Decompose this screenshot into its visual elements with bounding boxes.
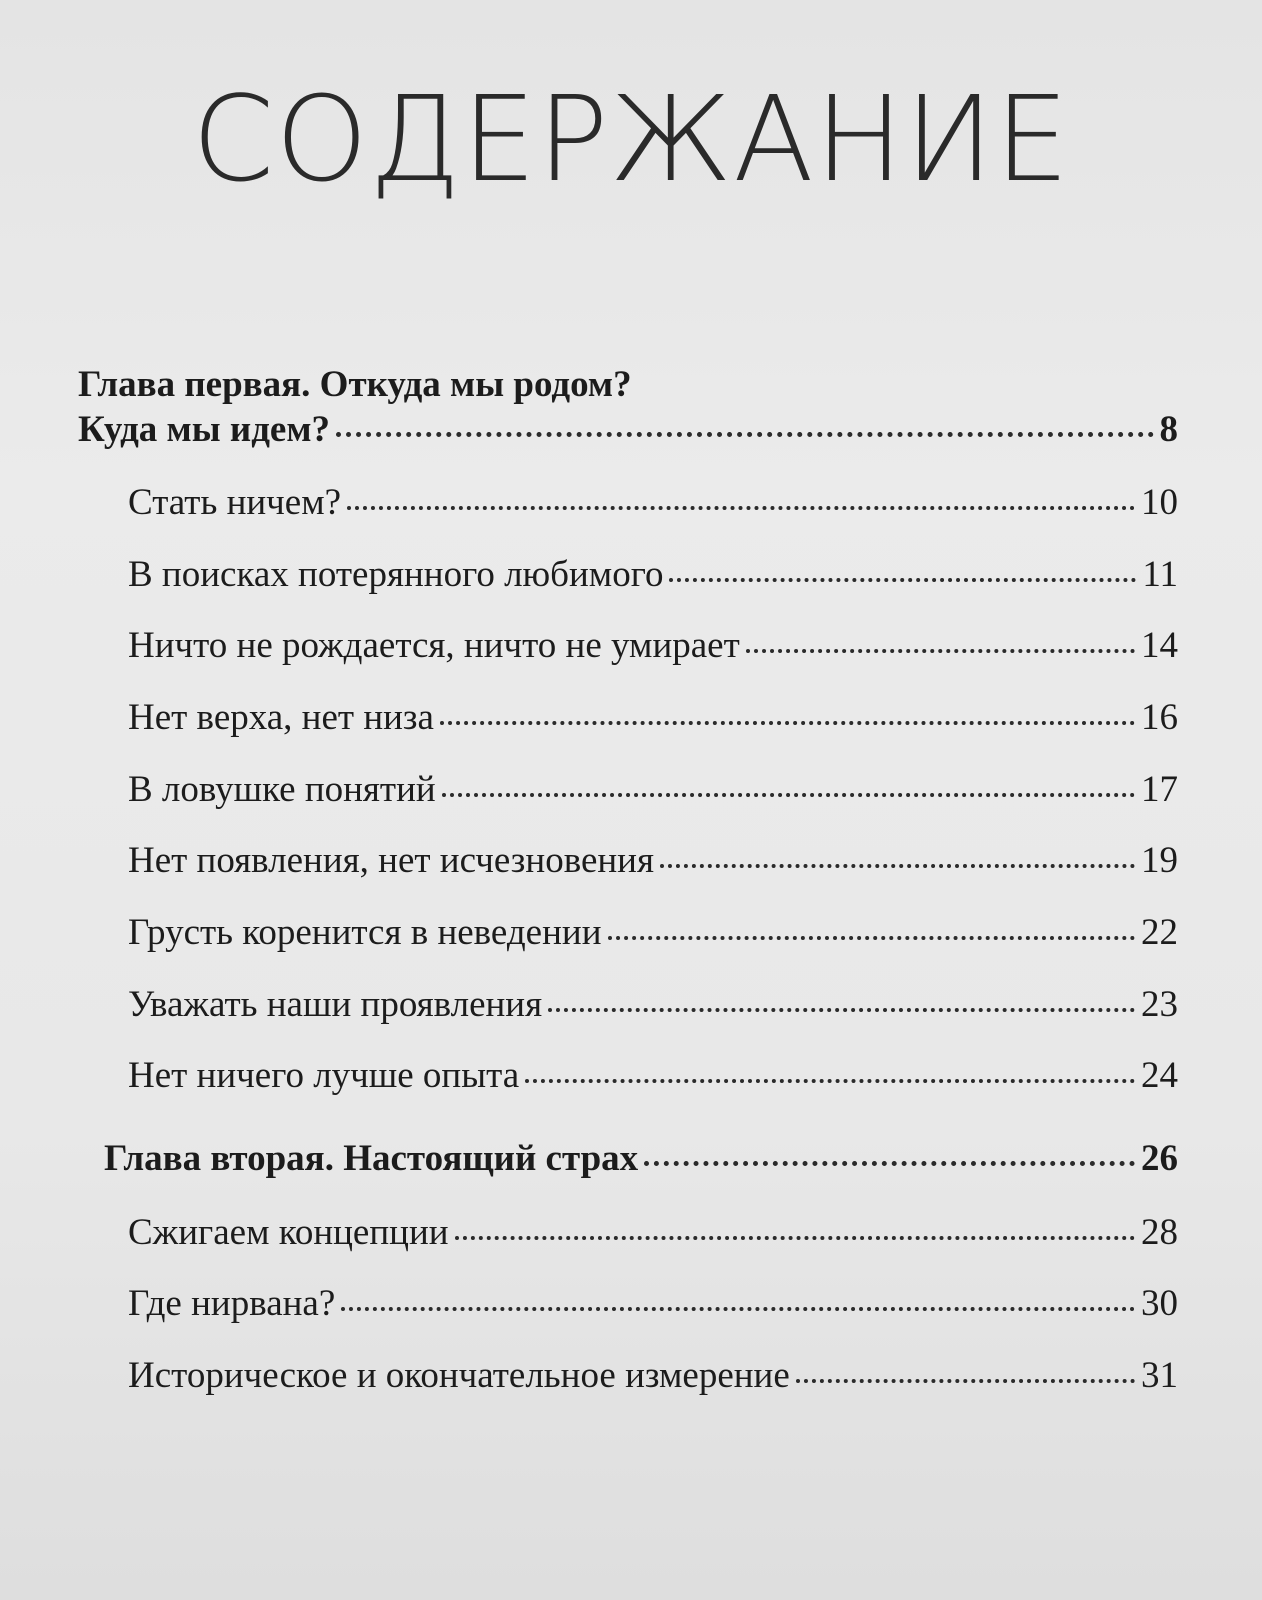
- dot-leader: [525, 1079, 1135, 1083]
- page-number: 26: [1141, 1138, 1178, 1179]
- toc-entry-section[interactable]: [128, 627, 1178, 664]
- section-title: Ничто не рождается, ничто не умирает: [128, 625, 740, 666]
- page-number: 8: [1159, 409, 1178, 450]
- toc-entry-chapter-2[interactable]: [104, 1140, 1178, 1177]
- page-number: 10: [1141, 482, 1178, 523]
- section-title: Нет ничего лучше опыта: [128, 1055, 520, 1096]
- toc-entry-section[interactable]: [128, 699, 1178, 736]
- page-number: 30: [1141, 1283, 1178, 1324]
- section-title: Нет появления, нет исчезновения: [128, 840, 654, 881]
- toc-entry-section[interactable]: [128, 484, 1178, 521]
- toc-entry-section[interactable]: [128, 986, 1178, 1023]
- toc-entry-section[interactable]: [128, 1214, 1178, 1251]
- page-number: 22: [1141, 912, 1178, 953]
- dot-leader: [440, 721, 1135, 725]
- dot-leader: [796, 1379, 1135, 1383]
- toc-entry-section[interactable]: [128, 1285, 1178, 1322]
- toc-entry-section[interactable]: [128, 842, 1178, 879]
- dot-leader: [548, 1008, 1135, 1012]
- toc-entry-section[interactable]: [128, 771, 1178, 808]
- dot-leader: [455, 1236, 1135, 1240]
- page-number: 17: [1141, 769, 1178, 810]
- section-title: Уважать наши проявления: [128, 984, 543, 1025]
- page-number: 23: [1141, 984, 1178, 1025]
- chapter-2-title: Глава вторая. Настоящий страх: [104, 1138, 639, 1179]
- dot-leader: [608, 936, 1135, 940]
- page-number: 31: [1141, 1355, 1178, 1396]
- dot-leader: [746, 649, 1135, 653]
- page-title: СОДЕРЖАНИЕ: [191, 70, 1071, 208]
- page-number: 19: [1141, 840, 1178, 881]
- section-title: Где нирвана?: [128, 1283, 336, 1324]
- page-number: 11: [1142, 554, 1178, 595]
- section-title: Нет верха, нет низа: [128, 697, 434, 738]
- dot-leader: [347, 506, 1135, 510]
- toc-entry-section[interactable]: [128, 914, 1178, 951]
- dot-leader: [660, 864, 1135, 868]
- toc-entry-section[interactable]: [128, 1357, 1178, 1394]
- dot-leader: [341, 1307, 1135, 1311]
- dot-leader: [442, 793, 1135, 797]
- dot-leader: [669, 578, 1136, 582]
- chapter-1-title-line1: Глава первая. Откуда мы родом?: [78, 364, 632, 405]
- section-title: Историческое и окончательное измерение: [128, 1355, 790, 1396]
- page-number: 14: [1141, 625, 1178, 666]
- dot-leader: [644, 1161, 1135, 1166]
- section-title: В поисках потерянного любимого: [128, 554, 664, 595]
- toc-entry-chapter-1[interactable]: [78, 411, 1178, 448]
- section-title: Стать ничем?: [128, 482, 342, 523]
- toc-entry-section[interactable]: [128, 556, 1178, 593]
- chapter-1-title-line2: Куда мы идем?: [78, 409, 331, 450]
- page-number: 16: [1141, 697, 1178, 738]
- page-number: 24: [1141, 1055, 1178, 1096]
- dot-leader: [336, 432, 1153, 437]
- section-title: Сжигаем концепции: [128, 1212, 449, 1253]
- section-title: В ловушке понятий: [128, 769, 436, 810]
- section-title: Грусть коренится в неведении: [128, 912, 602, 953]
- page-number: 28: [1141, 1212, 1178, 1253]
- toc-entry-section[interactable]: [128, 1057, 1178, 1094]
